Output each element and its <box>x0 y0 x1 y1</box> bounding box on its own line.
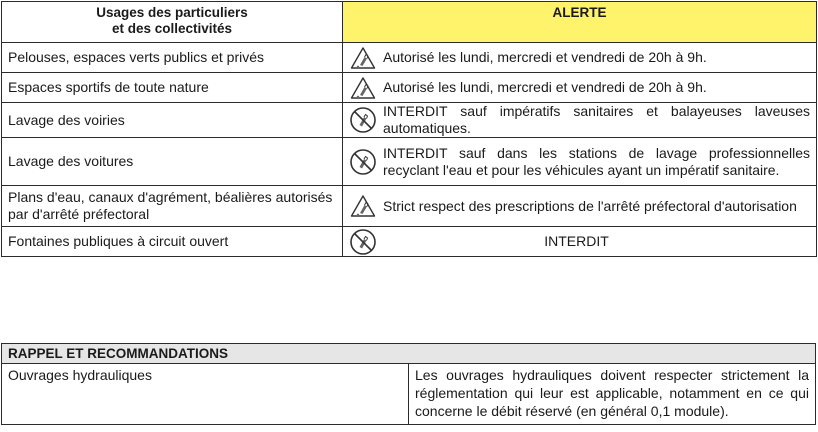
prohibited-circle-icon <box>343 228 383 256</box>
alert-text: Autorisé les lundi, mercredi et vendredi de 20h à 9h. <box>383 79 707 95</box>
alert-cell <box>343 43 817 73</box>
alert-cell <box>343 138 817 186</box>
usage-cell: Lavage des voiries <box>2 103 343 138</box>
alert-cell <box>343 73 817 103</box>
alert-cell <box>343 186 817 227</box>
table-row <box>2 227 817 257</box>
rappel-label: Ouvrages hydrauliques <box>2 364 409 425</box>
alert-cell <box>343 103 817 138</box>
header-usage-line1: Usages des particuliers <box>96 5 248 20</box>
usage-cell: Espaces sportifs de toute nature <box>2 73 343 103</box>
warning-triangle-icon <box>343 76 383 100</box>
alert-text: Autorisé les lundi, mercredi et vendredi de 20h à 9h. <box>383 49 707 65</box>
usage-cell: Pelouses, espaces verts publics et privés <box>2 43 343 73</box>
alert-text: Strict respect des prescriptions de l'arrêté préfectoral d'autorisation <box>383 197 797 214</box>
table-row <box>2 43 817 73</box>
alert-cell <box>343 227 817 257</box>
usage-cell: Fontaines publiques à circuit ouvert <box>2 227 343 257</box>
header-usage <box>2 2 343 43</box>
table-header-row <box>2 2 817 43</box>
warning-triangle-icon <box>343 194 383 218</box>
rappel-table <box>1 343 816 425</box>
header-usage-line2: et des collectivités <box>111 21 233 36</box>
rappel-row <box>2 364 816 425</box>
table-row <box>2 186 817 227</box>
header-alert: ALERTE <box>343 2 817 43</box>
alert-text: INTERDIT sauf dans les stations de lavage professionnelles recyclant l'eau et pour les véhicules ayant un impératif sanitaire. <box>383 144 810 178</box>
prohibited-circle-icon <box>343 106 383 134</box>
usage-cell: Lavage des voitures <box>2 138 343 186</box>
rappel-text: Les ouvrages hydrauliques doivent respecter strictement la réglementation qui leur est applicable, notamment en ce qui concerne le débit réservé (en général 0,1 module). <box>409 364 816 425</box>
warning-triangle-icon <box>343 46 383 70</box>
usage-cell: Plans d'eau, canaux d'agrément, béalières autorisés par d'arrêté préfectoral <box>2 186 343 227</box>
table-row <box>2 138 817 186</box>
rappel-header: RAPPEL ET RECOMMANDATIONS <box>2 344 816 364</box>
restrictions-table <box>1 1 817 257</box>
table-row <box>2 103 817 138</box>
alert-text: INTERDIT <box>544 233 609 249</box>
prohibited-circle-icon <box>343 148 383 176</box>
rappel-header-row <box>2 344 816 364</box>
table-row <box>2 73 817 103</box>
alert-text: INTERDIT sauf impératifs sanitaires et balayeuses laveuses automatiques. <box>383 103 810 136</box>
